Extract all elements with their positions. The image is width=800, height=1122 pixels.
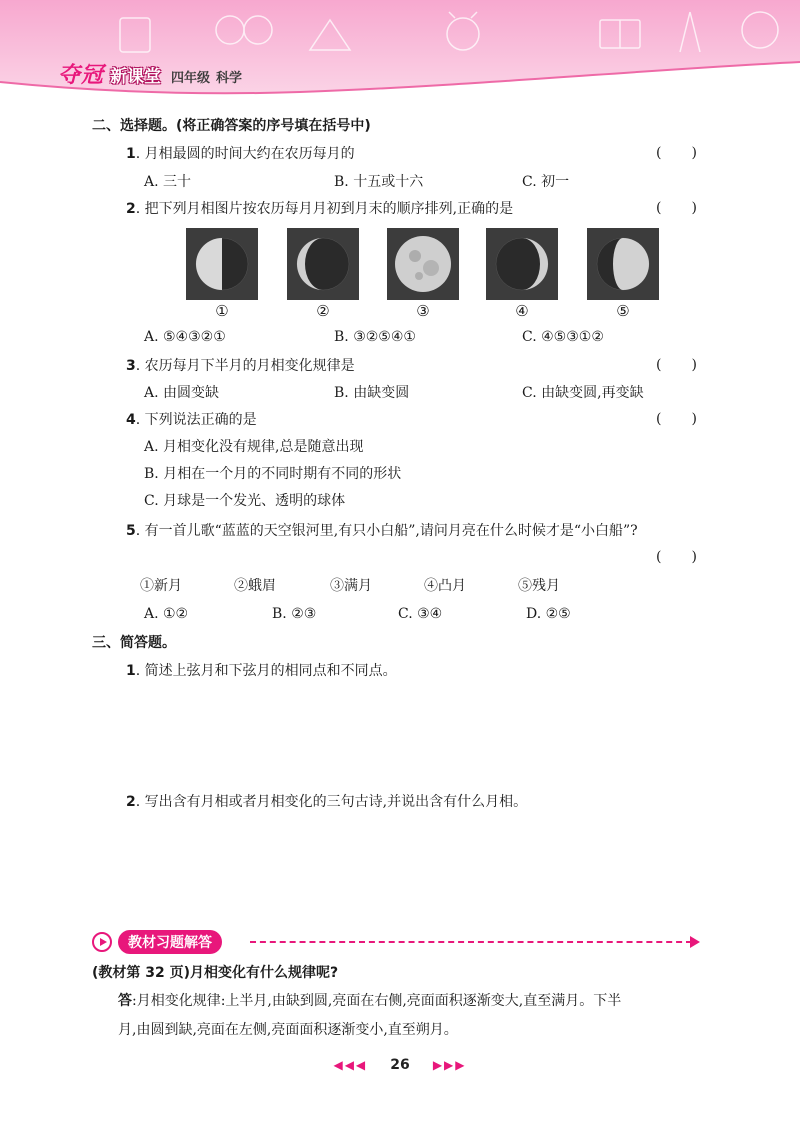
short-answer-1 [126,662,397,680]
moon-image-4 [486,228,558,300]
option-a: A. 由圆变缺 [144,385,220,401]
question-text: . 农历每月下半月的月相变化规律是 [135,358,355,374]
section2-title: 二、选择题。(将正确答案的序号填在括号中) [92,118,371,134]
brand-logo: 夺冠 [58,63,105,88]
moon-phase-item-1: ①新月 [140,578,182,594]
short-answer-2 [126,793,527,811]
option-d: D. ②⑤ [526,606,571,622]
option-a: A. 月相变化没有规律,总是随意出现 [144,439,364,455]
option-a: A. ①② [144,606,189,622]
textbook-answer-line-1 [118,992,621,1010]
question-2 [126,200,513,218]
option-a: A. 三十 [144,174,192,190]
question-number: 1 [126,663,136,679]
question-5 [126,522,638,540]
option-c: C. 月球是一个发光、透明的球体 [144,493,346,509]
moon-image-3 [387,228,459,300]
option-b: B. 月相在一个月的不同时期有不同的形状 [144,466,402,482]
header-wave-background [0,0,800,110]
brand-series: 新课堂 [110,67,162,87]
moon-label-5: ⑤ [616,302,630,320]
moon-label-1: ① [215,302,229,320]
question-4 [126,411,257,429]
question-number: 3 [126,358,136,374]
banner-label: 教材习题解答 [118,930,222,954]
option-b: B. ②③ [272,606,317,622]
option-b: B. 由缺变圆 [334,385,410,401]
moon-phase-item-2: ②蛾眉 [234,578,276,594]
option-c: C. ④⑤③①② [522,329,604,345]
question-text: . 写出含有月相或者月相变化的三句古诗,并说出含有什么月相。 [135,794,528,810]
arrow-right-icon [690,936,700,948]
answer-parentheses: ( ) [656,145,697,161]
question-text: . 有一首儿歌“蓝蓝的天空银河里,有只小白船”,请问月亮在什么时候才是“小白船”? [135,523,638,539]
moon-image-5 [587,228,659,300]
question-text: . 下列说法正确的是 [135,412,257,428]
question-text: . 月相最圆的时间大约在农历每月的 [135,146,355,162]
option-c: C. 由缺变圆,再变缺 [522,385,644,401]
question-number: 1 [126,146,136,162]
page-header [0,0,800,110]
page-number: 26 [390,1057,410,1073]
page-footer [0,1054,800,1073]
moon-phase-item-3: ③满月 [330,578,372,594]
moon-phase-item-5: ⑤残月 [518,578,560,594]
option-a: A. ⑤④③②① [144,329,226,345]
textbook-answer-line-2: 月,由圆到缺,亮面在左侧,亮面面积逐渐变小,直至朔月。 [118,1022,458,1038]
moon-image-2 [287,228,359,300]
textbook-question: (教材第 32 页)月相变化有什么规律呢? [92,965,339,981]
option-b: B. ③②⑤④① [334,329,416,345]
question-text: . 简述上弦月和下弦月的相同点和不同点。 [135,663,397,679]
moon-phase-item-4: ④凸月 [424,578,466,594]
option-c: C. ③④ [398,606,443,622]
banner-dashed-line [250,941,692,943]
question-number: 2 [126,201,136,217]
moon-label-2: ② [316,302,330,320]
answer-parentheses: ( ) [656,200,697,216]
question-1 [126,145,355,163]
moon-label-4: ④ [515,302,529,320]
answer-parentheses: ( ) [656,357,697,373]
question-text: . 把下列月相图片按农历每月月初到月末的顺序排列,正确的是 [135,201,514,217]
moon-image-1 [186,228,258,300]
answer-parentheses: ( ) [656,411,697,427]
moon-label-3: ③ [416,302,430,320]
question-3 [126,357,355,375]
answer-parentheses: ( ) [656,549,697,565]
right-arrows-icon: ▶▶▶ [432,1058,467,1072]
textbook-banner [92,930,222,954]
play-icon [92,932,112,952]
subject-label: 科学 [216,71,243,86]
section3-title: 三、简答题。 [92,635,176,651]
brand [58,58,242,89]
option-c: C. 初一 [522,174,570,190]
question-number: 2 [126,794,136,810]
question-number: 5 [126,523,136,539]
left-arrows-icon: ◀◀◀ [333,1058,368,1072]
question-number: 4 [126,412,136,428]
option-b: B. 十五或十六 [334,174,424,190]
answer-label: 答 [118,993,132,1009]
grade-label: 四年级 [171,71,211,86]
answer-text: :月相变化规律:上半月,由缺到圆,亮面在右侧,亮面面积逐渐变大,直至满月。下半 [132,993,622,1009]
